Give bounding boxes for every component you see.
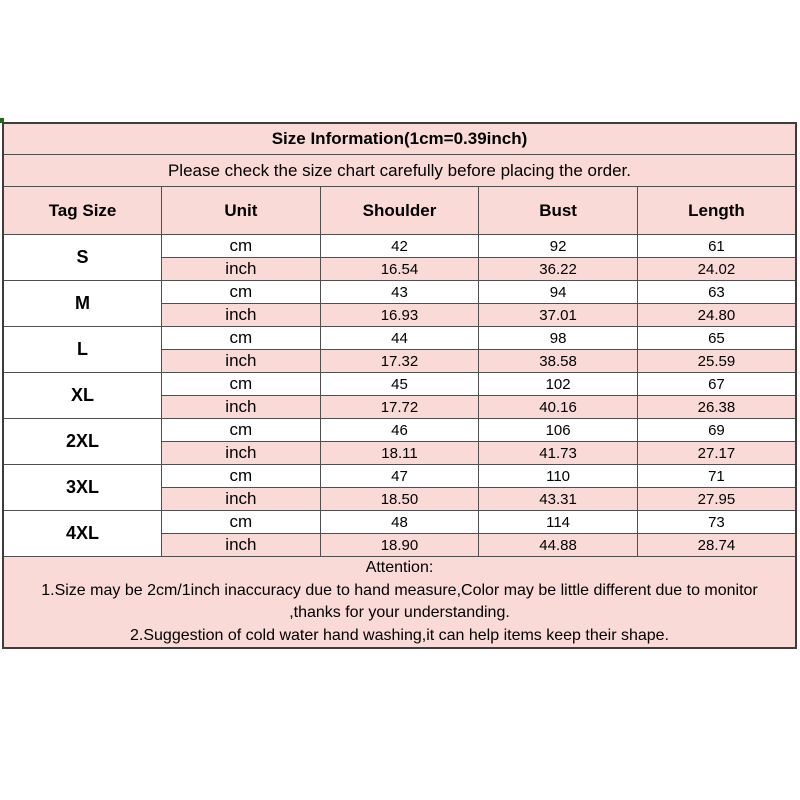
value-cell: 45 bbox=[320, 373, 479, 396]
attention-row bbox=[3, 557, 796, 649]
chart-title: Size Information(1cm=0.39inch) bbox=[3, 123, 796, 155]
value-cell: 61 bbox=[637, 235, 796, 258]
attention-heading: Attention: bbox=[365, 559, 434, 576]
column-header-tag-size: Tag Size bbox=[3, 187, 162, 235]
unit-label: inch bbox=[162, 396, 321, 419]
value-cell: 24.02 bbox=[637, 258, 796, 281]
value-cell: 27.17 bbox=[637, 442, 796, 465]
subtitle-row bbox=[3, 155, 796, 187]
unit-label: inch bbox=[162, 350, 321, 373]
value-cell: 24.80 bbox=[637, 304, 796, 327]
unit-label: inch bbox=[162, 488, 321, 511]
unit-label: cm bbox=[162, 235, 321, 258]
value-cell: 44.88 bbox=[479, 534, 638, 557]
value-cell: 92 bbox=[479, 235, 638, 258]
value-cell: 41.73 bbox=[479, 442, 638, 465]
size-chart-table bbox=[2, 122, 797, 649]
attention-line: ,thanks for your understanding. bbox=[289, 604, 510, 621]
table-row-2xl-cm bbox=[3, 419, 796, 442]
tag-size-s: S bbox=[3, 235, 162, 281]
value-cell: 16.93 bbox=[320, 304, 479, 327]
column-header-unit: Unit bbox=[162, 187, 321, 235]
tag-size-4xl: 4XL bbox=[3, 511, 162, 557]
value-cell: 40.16 bbox=[479, 396, 638, 419]
tag-size-3xl: 3XL bbox=[3, 465, 162, 511]
unit-label: cm bbox=[162, 419, 321, 442]
value-cell: 71 bbox=[637, 465, 796, 488]
value-cell: 17.32 bbox=[320, 350, 479, 373]
value-cell: 102 bbox=[479, 373, 638, 396]
value-cell: 43.31 bbox=[479, 488, 638, 511]
size-chart-container bbox=[2, 122, 797, 649]
value-cell: 42 bbox=[320, 235, 479, 258]
column-header-length: Length bbox=[637, 187, 796, 235]
value-cell: 28.74 bbox=[637, 534, 796, 557]
value-cell: 18.11 bbox=[320, 442, 479, 465]
unit-label: inch bbox=[162, 258, 321, 281]
value-cell: 25.59 bbox=[637, 350, 796, 373]
value-cell: 65 bbox=[637, 327, 796, 350]
value-cell: 38.58 bbox=[479, 350, 638, 373]
value-cell: 94 bbox=[479, 281, 638, 304]
value-cell: 98 bbox=[479, 327, 638, 350]
attention-line: 1.Size may be 2cm/1inch inaccuracy due to hand measure,Color may be little different due to monitor bbox=[41, 581, 758, 599]
value-cell: 18.50 bbox=[320, 488, 479, 511]
attention-line: 2.Suggestion of cold water hand washing,it can help items keep their shape. bbox=[130, 626, 669, 644]
value-cell: 17.72 bbox=[320, 396, 479, 419]
unit-label: cm bbox=[162, 327, 321, 350]
table-row-s-cm bbox=[3, 235, 796, 258]
attention-block bbox=[3, 557, 796, 649]
value-cell: 73 bbox=[637, 511, 796, 534]
unit-label: cm bbox=[162, 465, 321, 488]
unit-label: inch bbox=[162, 304, 321, 327]
table-row-4xl-cm bbox=[3, 511, 796, 534]
chart-subtitle: Please check the size chart carefully before placing the order. bbox=[3, 155, 796, 187]
value-cell: 26.38 bbox=[637, 396, 796, 419]
title-row bbox=[3, 123, 796, 155]
value-cell: 106 bbox=[479, 419, 638, 442]
value-cell: 114 bbox=[479, 511, 638, 534]
value-cell: 47 bbox=[320, 465, 479, 488]
table-row-xl-cm bbox=[3, 373, 796, 396]
value-cell: 69 bbox=[637, 419, 796, 442]
table-row-l-cm bbox=[3, 327, 796, 350]
header-row bbox=[3, 187, 796, 235]
value-cell: 110 bbox=[479, 465, 638, 488]
value-cell: 27.95 bbox=[637, 488, 796, 511]
value-cell: 37.01 bbox=[479, 304, 638, 327]
unit-label: cm bbox=[162, 511, 321, 534]
value-cell: 18.90 bbox=[320, 534, 479, 557]
column-header-shoulder: Shoulder bbox=[320, 187, 479, 235]
unit-label: cm bbox=[162, 281, 321, 304]
value-cell: 63 bbox=[637, 281, 796, 304]
value-cell: 44 bbox=[320, 327, 479, 350]
value-cell: 36.22 bbox=[479, 258, 638, 281]
unit-label: cm bbox=[162, 373, 321, 396]
value-cell: 43 bbox=[320, 281, 479, 304]
value-cell: 48 bbox=[320, 511, 479, 534]
tag-size-l: L bbox=[3, 327, 162, 373]
column-header-bust: Bust bbox=[479, 187, 638, 235]
tag-size-m: M bbox=[3, 281, 162, 327]
value-cell: 46 bbox=[320, 419, 479, 442]
value-cell: 16.54 bbox=[320, 258, 479, 281]
unit-label: inch bbox=[162, 442, 321, 465]
table-row-m-cm bbox=[3, 281, 796, 304]
tag-size-xl: XL bbox=[3, 373, 162, 419]
tag-size-2xl: 2XL bbox=[3, 419, 162, 465]
value-cell: 67 bbox=[637, 373, 796, 396]
unit-label: inch bbox=[162, 534, 321, 557]
table-row-3xl-cm bbox=[3, 465, 796, 488]
